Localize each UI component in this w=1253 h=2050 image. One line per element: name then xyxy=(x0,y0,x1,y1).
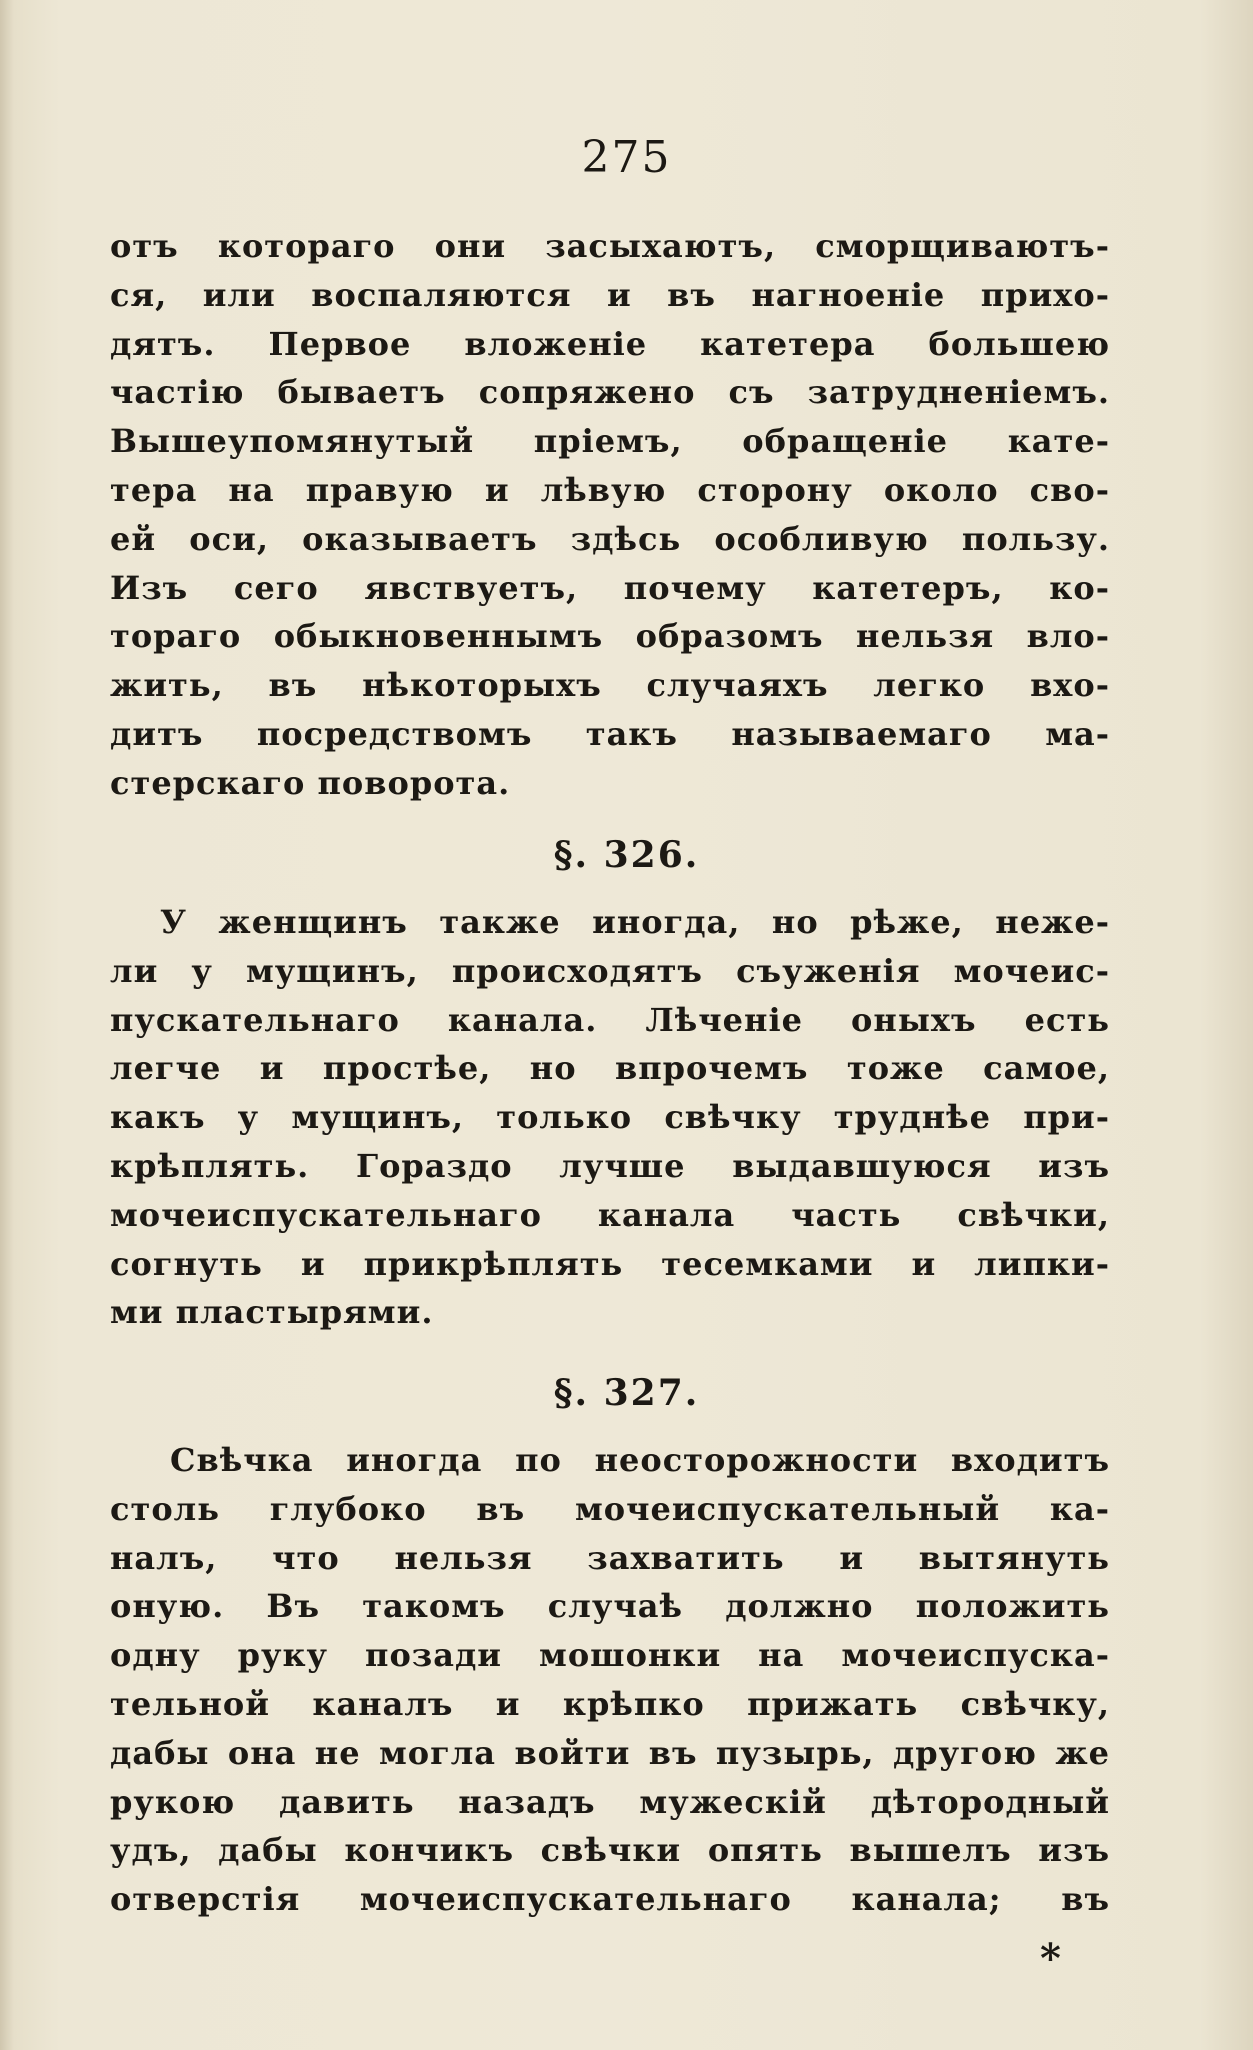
text-line: стерскаго поворота. xyxy=(110,763,511,802)
text-line: ли у мущинъ, происходятъ съуженія мочеис- xyxy=(110,951,1110,990)
paragraph-continuation xyxy=(110,222,1110,808)
text-line: отверстія мочеиспускательнаго канала; въ xyxy=(110,1880,1110,1919)
text-line: Вышеупомянутый пріемъ, обращеніе кате- xyxy=(110,422,1110,461)
text-line: пускательнаго канала. Лѣченіе оныхъ есть xyxy=(110,1000,1110,1039)
text-line: рукою давить назадъ мужескій дѣтородный xyxy=(110,1782,1110,1821)
text-line: жить, въ нѣкоторыхъ случаяхъ легко вхо- xyxy=(110,666,1110,705)
text-line: удъ, дабы кончикъ свѣчки опять вышелъ изъ xyxy=(110,1831,1110,1870)
text-line: Изъ сего явствуетъ, почему катетеръ, ко- xyxy=(110,568,1110,607)
text-line: отъ котораго они засыхаютъ, сморщиваютъ- xyxy=(110,227,1110,265)
catchword-asterisk: * xyxy=(1040,1935,1061,1982)
text-line: налъ, что нельзя захватить и вытянуть xyxy=(110,1538,1110,1577)
text-line: какъ у мущинъ, только свѣчку труднѣе при- xyxy=(110,1098,1110,1137)
section-heading-326: §. 326. xyxy=(553,834,700,876)
text-line: столь глубоко въ мочеиспускательный ка- xyxy=(110,1489,1110,1528)
text-line: тораго обыкновеннымъ образомъ нельзя вло- xyxy=(110,617,1110,656)
section-327-text xyxy=(110,1436,1110,1924)
text-line: крѣплять. Гораздо лучше выдавшуюся изъ xyxy=(110,1146,1110,1185)
text-line: мочеиспускательнаго канала часть свѣчки, xyxy=(110,1195,1110,1234)
section-heading-327: §. 327. xyxy=(553,1372,700,1414)
text-line: частію бываетъ сопряжено съ затрудненіемъ. xyxy=(110,373,1110,412)
section-326-text xyxy=(110,898,1110,1337)
text-line: тельной каналъ и крѣпко прижать свѣчку, xyxy=(110,1684,1110,1723)
text-line: Свѣчка иногда по неосторожности входитъ xyxy=(170,1441,1110,1479)
text-line: дабы она не могла войти въ пузырь, другою же xyxy=(110,1733,1110,1772)
text-line: оную. Въ такомъ случаѣ должно положить xyxy=(110,1587,1110,1626)
text-line: У женщинъ также иногда, но рѣже, неже- xyxy=(160,903,1110,941)
text-line: ми пластырями. xyxy=(110,1293,434,1332)
text-line: согнуть и прикрѣплять тесемками и липки- xyxy=(110,1244,1110,1283)
text-line: легче и простѣе, но впрочемъ тоже самое, xyxy=(110,1049,1110,1088)
text-line: ся, или воспаляются и въ нагноеніе прихо- xyxy=(110,275,1110,314)
page-number: 275 xyxy=(581,132,672,183)
text-line: дятъ. Первое вложеніе катетера большею xyxy=(110,324,1110,363)
text-line: ей оси, оказываетъ здѣсь особливую пользу. xyxy=(110,519,1110,558)
text-line: дитъ посредствомъ такъ называемаго ма- xyxy=(110,714,1110,753)
text-line: одну руку позади мошонки на мочеиспуска- xyxy=(110,1636,1110,1675)
text-line: тера на правую и лѣвую сторону около сво- xyxy=(110,470,1110,509)
